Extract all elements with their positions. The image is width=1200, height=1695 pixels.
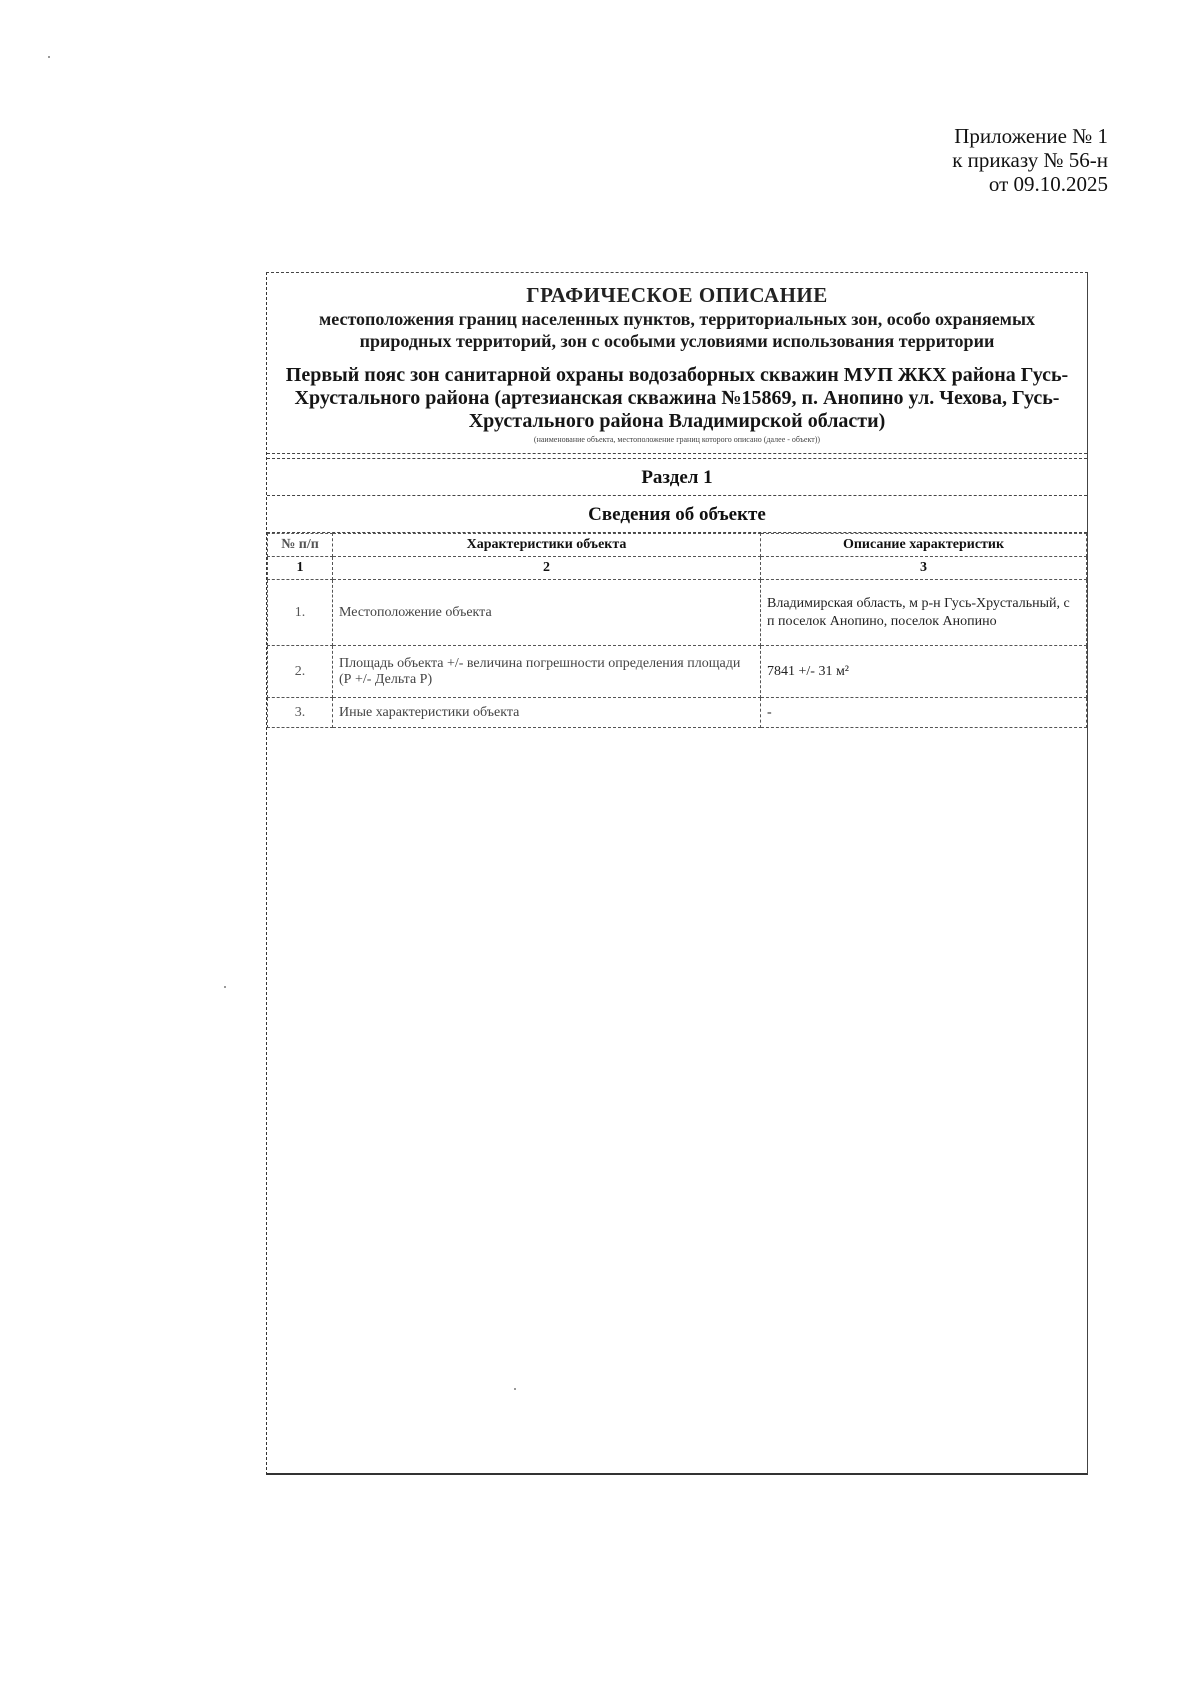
table-header-row xyxy=(268,534,1087,557)
column-header-description: Описание характеристик xyxy=(761,534,1087,557)
column-number: 1 xyxy=(268,557,333,580)
column-number: 3 xyxy=(761,557,1087,580)
object-name: Первый пояс зон санитарной охраны водозаборных скважин МУП ЖКХ района Гусь-Хрустального района (артезианская скважина №15869, п. Анопино ул. Чехова, Гусь-Хрустального района Владимирской области) xyxy=(285,364,1069,432)
column-number: 2 xyxy=(333,557,761,580)
row-characteristic: Местоположение объекта xyxy=(333,580,761,646)
row-number: 2. xyxy=(268,646,333,698)
row-number: 1. xyxy=(268,580,333,646)
row-description: - xyxy=(761,698,1087,728)
row-description: 7841 +/- 31 м² xyxy=(761,646,1087,698)
section-label: Раздел 1 xyxy=(267,458,1087,496)
column-header-characteristics: Характеристики объекта xyxy=(333,534,761,557)
scan-speck xyxy=(48,56,50,58)
section-heading: Сведения об объекте xyxy=(267,496,1087,533)
row-description: Владимирская область, м р-н Гусь-Хрустальный, с п поселок Анопино, поселок Анопино xyxy=(761,580,1087,646)
table-row xyxy=(268,646,1087,698)
column-header-number: № п/п xyxy=(268,534,333,557)
graphic-description-form xyxy=(266,272,1088,1475)
appendix-reference xyxy=(952,124,1108,196)
row-characteristic: Иные характеристики объекта xyxy=(333,698,761,728)
appendix-number: Приложение № 1 xyxy=(954,124,1108,148)
row-number: 3. xyxy=(268,698,333,728)
table-row xyxy=(268,698,1087,728)
order-date: от 09.10.2025 xyxy=(988,172,1108,196)
form-header xyxy=(267,273,1087,454)
order-reference: к приказу № 56-н xyxy=(952,148,1108,172)
column-number-row xyxy=(268,557,1087,580)
document-title: ГРАФИЧЕСКОЕ ОПИСАНИЕ xyxy=(526,283,828,307)
object-info-table xyxy=(267,533,1087,728)
table-row xyxy=(268,580,1087,646)
scan-speck xyxy=(514,1388,516,1390)
object-name-caption: (наименование объекта, местоположение границ которого описано (далее - объект)) xyxy=(533,435,821,444)
row-characteristic: Площадь объекта +/- величина погрешности определения площади (Р +/- Дельта Р) xyxy=(333,646,761,698)
scan-speck xyxy=(224,986,226,988)
document-subtitle: местоположения границ населенных пунктов, территориальных зон, особо охраняемых природных территорий, зон с особыми условиями использования территории xyxy=(318,309,1035,351)
